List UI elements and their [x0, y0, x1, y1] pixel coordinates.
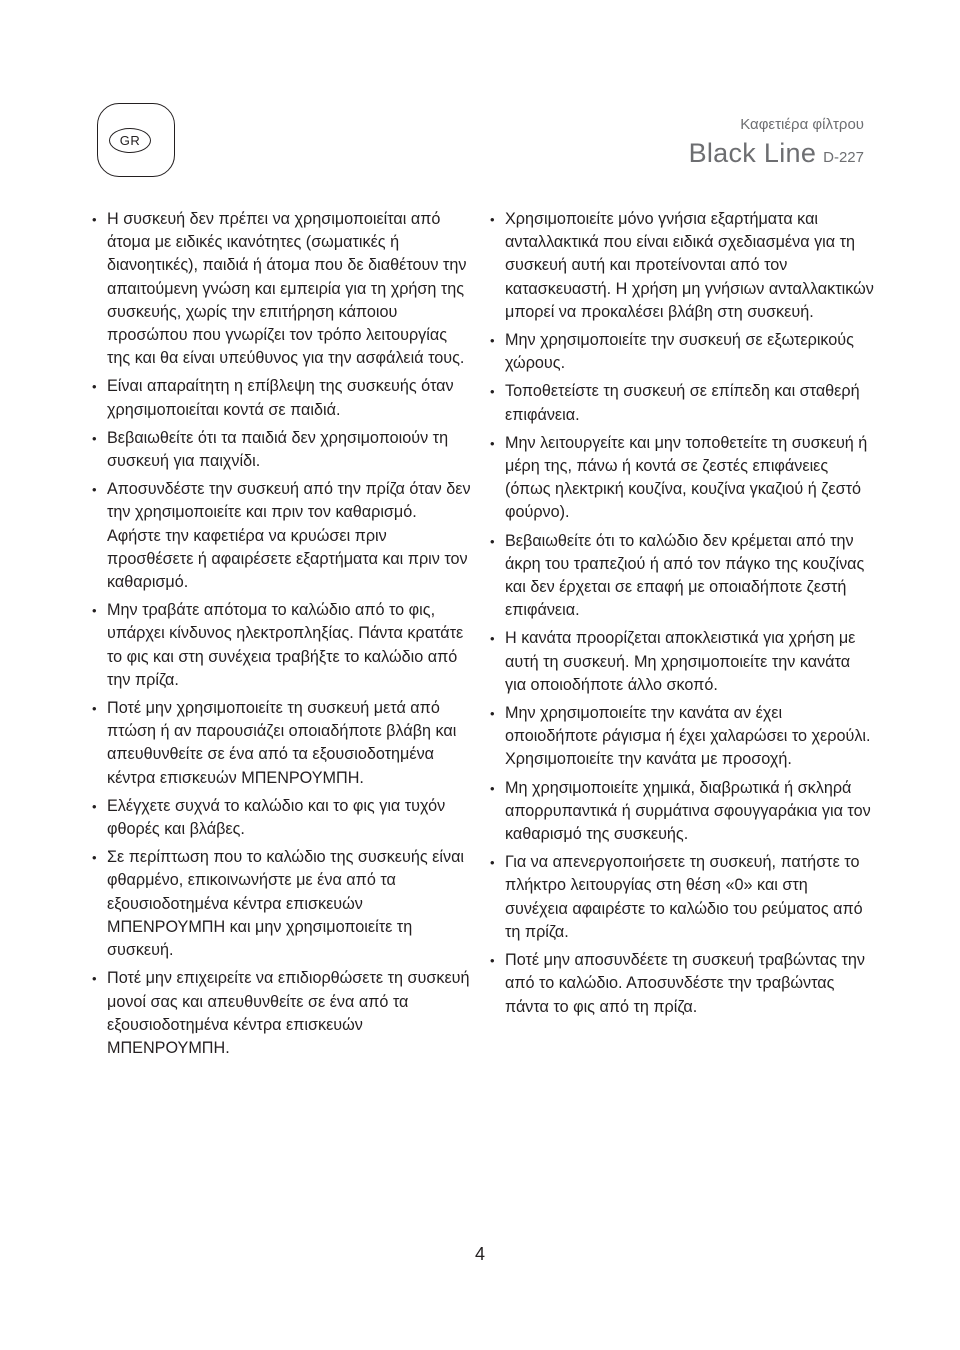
list-item — [92, 375, 472, 421]
bullet-icon: • — [490, 212, 495, 227]
bullet-icon: • — [490, 706, 495, 722]
list-item — [490, 949, 875, 1019]
bullet-icon: • — [490, 780, 495, 796]
list-item-text: Βεβαιωθείτε ότι τα παιδιά δεν χρησιμοποιούν τη συσκευή για παιχνίδι. — [107, 428, 449, 471]
list-item — [92, 967, 472, 1060]
model-code: D-227 — [823, 149, 864, 166]
list-item — [490, 329, 875, 375]
list-item — [92, 599, 472, 692]
list-item-text: Ποτέ μην χρησιμοποιείτε τη συσκευή μετά από πτώση ή αν παρουσιάζει οποιαδήποτε βλάβη και απευθυνθείτε σε ένα από τα εξουσιοδοτημένα κέντρα επισκευών ΜΠΕΝΡΟΥΜΠΗ. — [107, 699, 457, 787]
list-item-text: Για να απενεργοποιήσετε τη συσκευή, πατήστε το πλήκτρο λειτουργίας στη θέση «0» και στη συνέχεια αφαιρέστε το καλώδιο του ρεύματος από τη πρίζα. — [505, 853, 863, 941]
bullet-icon: • — [92, 482, 97, 498]
list-item-text: Μη χρησιμοποιείτε χημικά, διαβρωτικά ή σκληρά απορρυπαντικά ή συρμάτινα σφουγγαράκια για τον καθαρισμό της συσκευής. — [505, 778, 871, 844]
list-item — [92, 427, 472, 473]
list-item — [490, 627, 875, 697]
list-item — [490, 208, 875, 324]
list-item — [92, 795, 472, 841]
bullet-icon: • — [92, 603, 97, 619]
list-item — [92, 208, 472, 370]
bullet-icon: • — [92, 701, 97, 717]
list-item-text: Ελέγχετε συχνά το καλώδιο και το φις για τυχόν φθορές και βλάβες. — [107, 796, 446, 839]
list-item — [92, 697, 472, 790]
left-column — [92, 208, 472, 1065]
bullet-icon: • — [490, 953, 495, 969]
list-item-text: Τοποθετείστε τη συσκευή σε επίπεδη και σταθερή επιφάνεια. — [505, 382, 860, 424]
list-item-text: Η κανάτα προορίζεται αποκλειστικά για χρήση με αυτή τη συσκευή. Μη χρησιμοποιείτε την κανάτα για οποιοδήποτε άλλο σκοπό. — [505, 629, 856, 694]
list-item-text: Μην λειτουργείτε και μην τοποθετείτε τη συσκευή ή μέρη της, πάνω ή κοντά σε ζεστές επιφάνειες (όπως ηλεκτρική κουζίνα, κουζίνα γκαζιού ή ζεστό φούρνο). — [505, 433, 868, 522]
list-item — [490, 530, 875, 623]
safety-list-left — [92, 208, 472, 1060]
list-item-text: Μην τραβάτε απότομα το καλώδιο από το φις, υπάρχει κίνδυνος ηλεκτροπληξίας. Πάντα κρατάτε το φις και στη συνέχεια τραβήξτε το καλώδιο από την πρίζα. — [107, 601, 464, 689]
list-item-text: Είναι απαραίτητη η επίβλεψη της συσκευής όταν χρησιμοποιείται κοντά σε παιδιά. — [107, 377, 454, 419]
list-item — [490, 380, 875, 426]
bullet-icon: • — [490, 533, 495, 549]
right-column — [490, 208, 875, 1024]
list-item-text: Χρησιμοποιείτε μόνο γνήσια εξαρτήματα και ανταλλακτικά που είναι ειδικά σχεδιασμένα για τη συσκευή αυτή και προτείνονται από τον κατασκευαστή. Η χρήση μη γνήσιων ανταλλακτικών μπορεί να προκαλέσει βλάβη στη συσκευή. — [505, 210, 874, 321]
list-item — [490, 851, 875, 944]
bullet-icon: • — [92, 379, 97, 395]
bullet-icon: • — [92, 430, 97, 446]
list-item-text: Μην χρησιμοποιείτε την συσκευή σε εξωτερικούς χώρους. — [505, 331, 854, 373]
list-item-text: Αποσυνδέστε την συσκευή από την πρίζα όταν δεν την χρησιμοποιείτε και πριν τον καθαρισμό. Αφήστε την καφετιέρα να κρυώσει πριν προσθέσετε ή αφαιρέσετε εξαρτήματα και πριν τον καθαρισμό. — [107, 480, 471, 592]
bullet-icon: • — [490, 855, 495, 871]
list-item — [490, 702, 875, 772]
list-item — [92, 846, 472, 962]
list-item — [490, 432, 875, 525]
bullet-icon: • — [92, 850, 97, 866]
page-number: 4 — [474, 1244, 485, 1264]
list-item-text: Μην χρησιμοποιείτε την κανάτα αν έχει οποιοδήποτε ράγισμα ή έχει χαλαρώσει το χερούλι. Χρησιμοποιείτε την κανάτα με προσοχή. — [505, 704, 871, 769]
list-item-text: Βεβαιωθείτε ότι το καλώδιο δεν κρέμεται από την άκρη του τραπεζιού ή από τον πάγκο της κουζίνας και δεν έρχεται σε επαφή με οποιαδήποτε ζεστή επιφάνεια. — [505, 531, 865, 620]
list-item-text: Σε περίπτωση που το καλώδιο της συσκευής είναι φθαρμένο, επικοινωνήστε με ένα από τα εξουσιοδοτημένα κέντρα επισκευών ΜΠΕΝΡΟΥΜΠΗ και μην χρησιμοποιείτε τη συσκευή. — [107, 848, 465, 960]
list-item-text: Ποτέ μην επιχειρείτε να επιδιορθώσετε τη συσκευή μονοί σας και απευθυνθείτε σε ένα από τα εξουσιοδοτημένα κέντρα επισκευών ΜΠΕΝΡΟΥΜΠΗ. — [107, 969, 470, 1057]
language-tab — [97, 103, 175, 177]
bullet-icon: • — [490, 631, 495, 647]
product-type: Καφετιέρα φίλτρου — [740, 116, 864, 133]
bullet-icon: • — [490, 435, 495, 451]
language-code: GR — [109, 128, 151, 153]
bullet-icon: • — [92, 212, 97, 227]
list-item — [490, 777, 875, 847]
safety-list-right — [490, 208, 875, 1019]
brand-block — [689, 138, 864, 169]
bullet-icon: • — [490, 333, 495, 349]
list-item-text: Ποτέ μην αποσυνδέετε τη συσκευή τραβώντας την από το καλώδιο. Αποσυνδέστε την τραβώντας πάντα το φις από τη πρίζα. — [505, 951, 865, 1016]
list-item-text: Η συσκευή δεν πρέπει να χρησιμοποιείται από άτομα με ειδικές ικανότητες (σωματικές ή διανοητικές), παιδιά ή άτομα που δε διαθέτουν την απαιτούμενη γνώση και εμπειρία για τη χρήση της συσκευής, χωρίς την επιτήρηση κάποιου προσώπου που γνωρίζει τον τρόπο λειτουργίας της και θα είναι υπεύθυνος για την ασφάλειά τους. — [107, 210, 467, 368]
bullet-icon: • — [92, 798, 97, 814]
bullet-icon: • — [92, 971, 97, 987]
list-item — [92, 478, 472, 594]
bullet-icon: • — [490, 384, 495, 400]
brand-name: Black Line — [688, 138, 817, 168]
